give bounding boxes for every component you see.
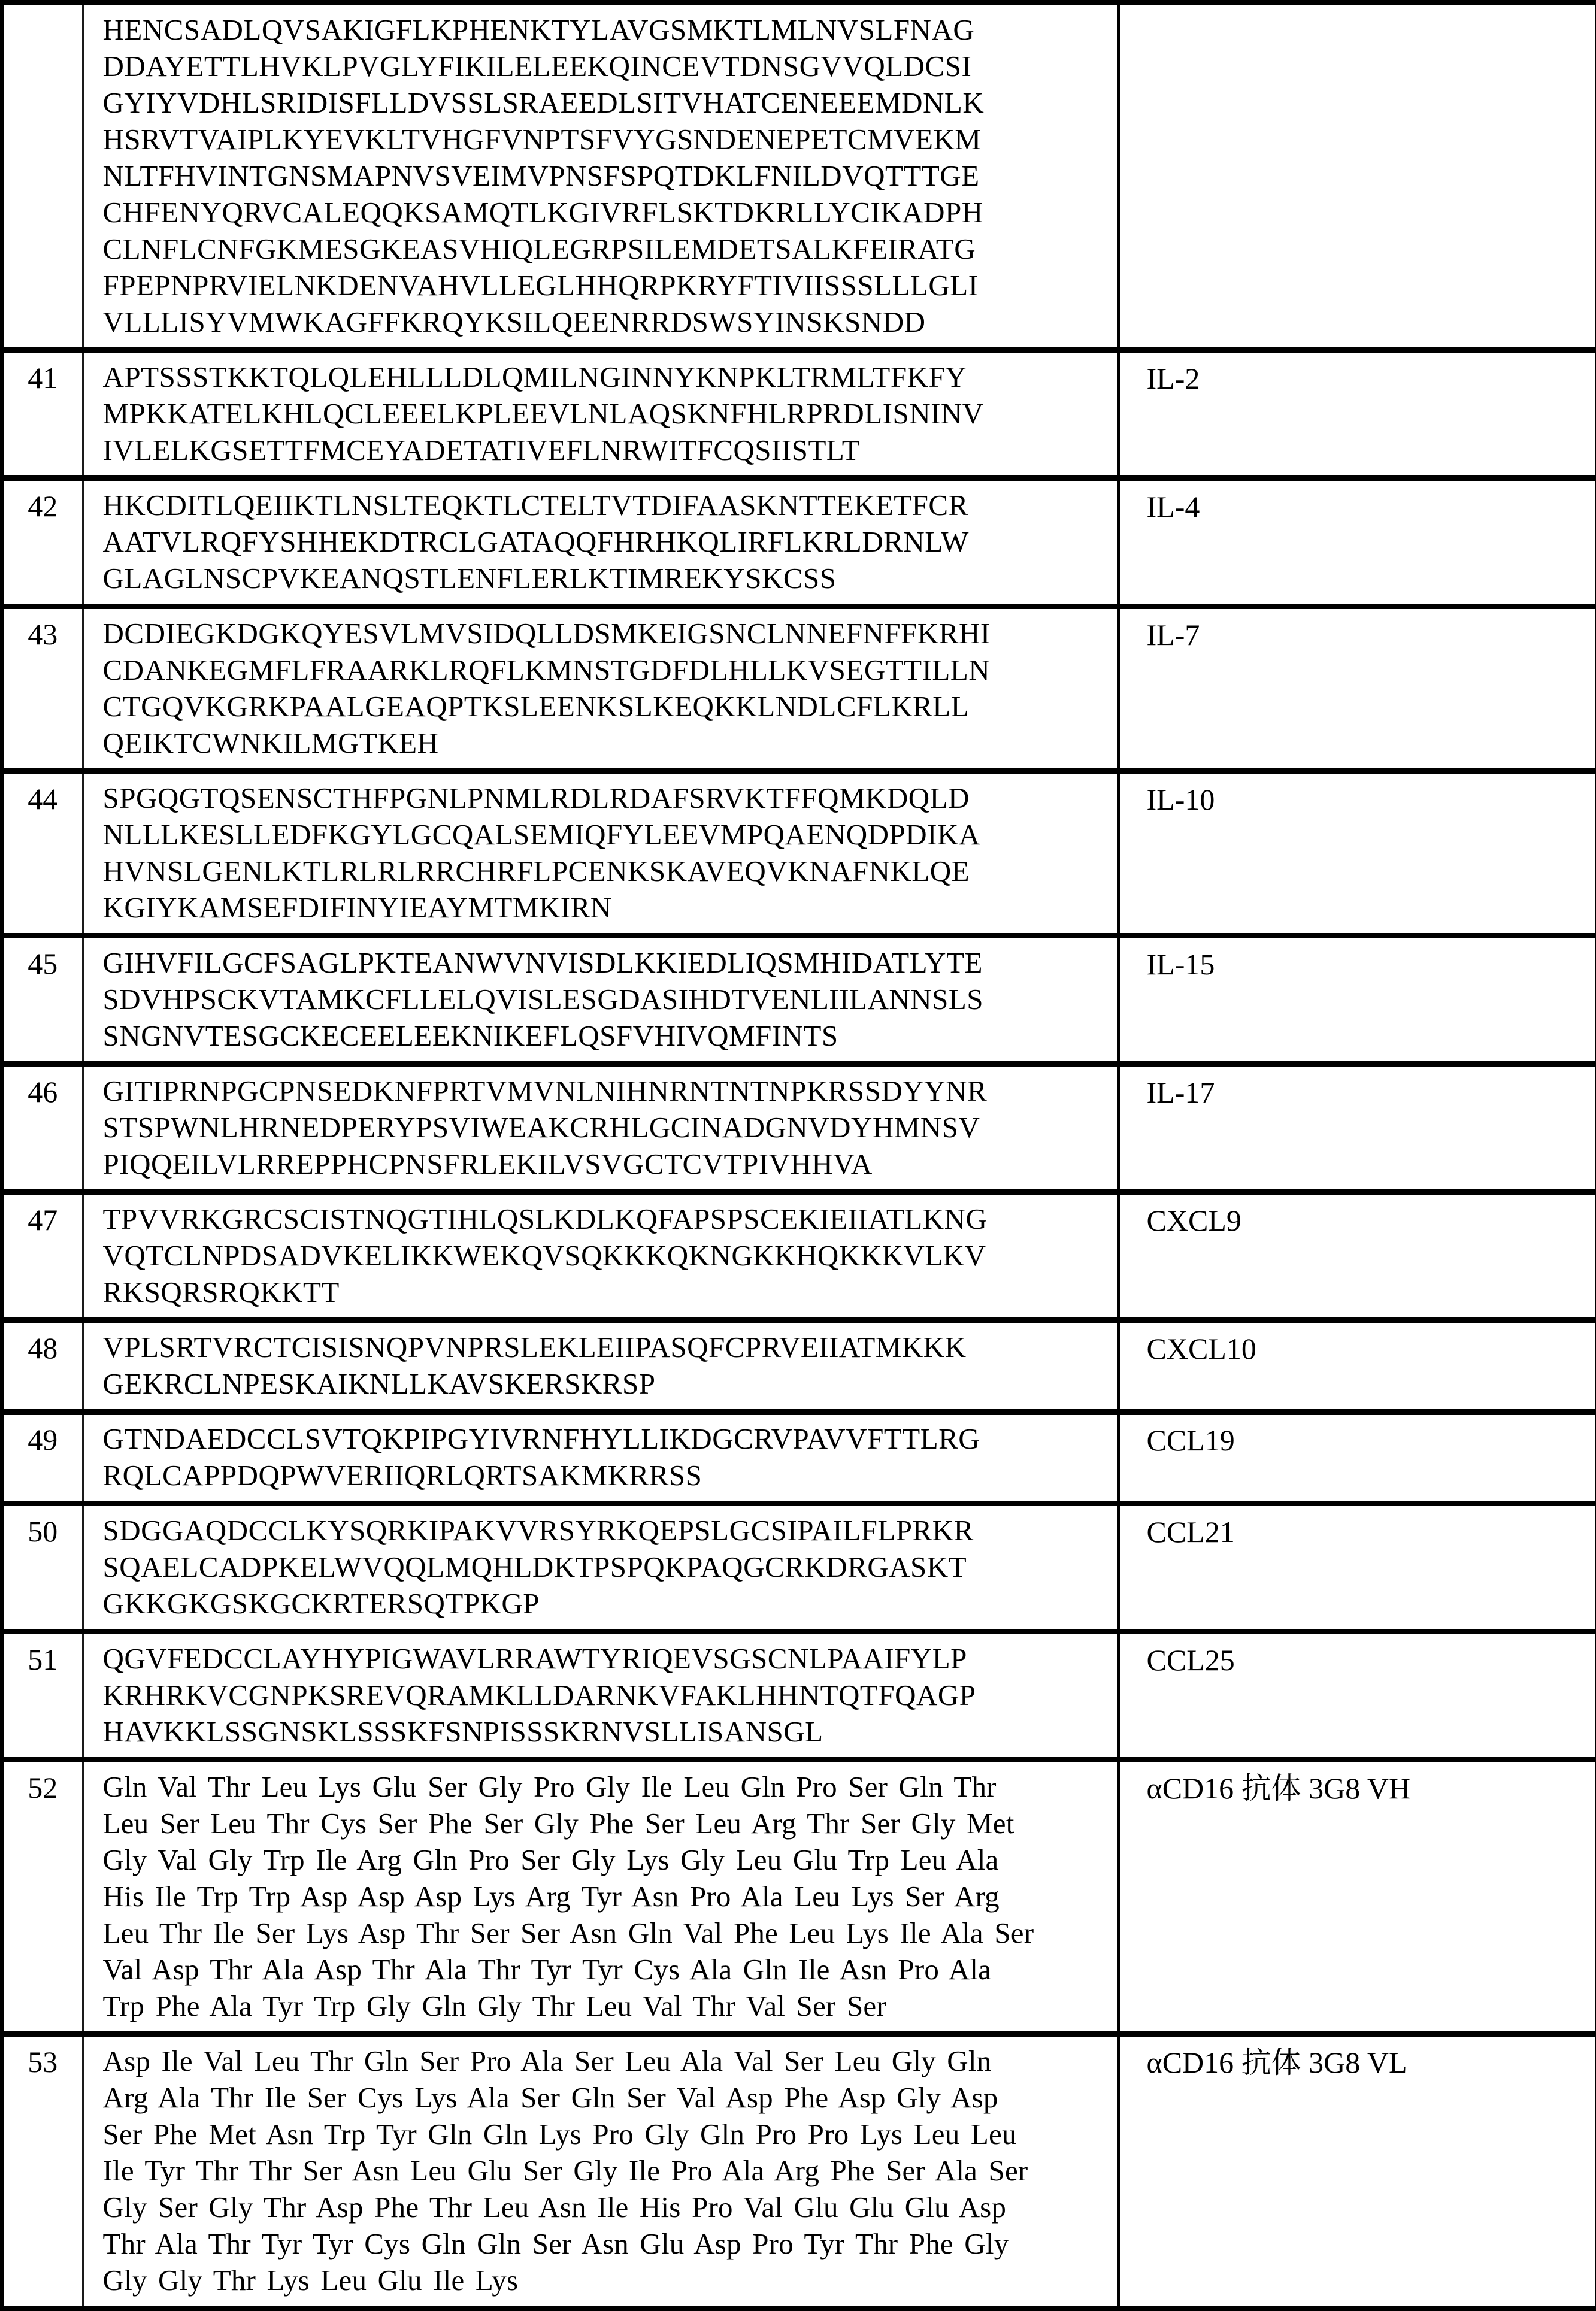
seq-id-cell: 41 bbox=[2, 350, 83, 478]
sequence-line: DCDIEGKDGKQYESVLMVSIDQLLDSMKEIGSNCLNNEFNFFKRHI bbox=[102, 617, 991, 650]
sequence-name-cell: αCD16 抗体 3G8 VL bbox=[1119, 2034, 1596, 2309]
sequence-line: VPLSRTVRCTCISISNQPVNPRSLEKLEIIPASQFCPRVEIIATMKKK bbox=[102, 1331, 967, 1364]
sequence-line: CDANKEGMFLFRAARKLRQFLKMNSTGDFDLHLLKVSEGTTILLN bbox=[102, 653, 991, 686]
table-row bbox=[2, 1412, 1596, 1504]
sequence-name-cell: IL-7 bbox=[1119, 607, 1596, 771]
table-row bbox=[2, 1064, 1596, 1192]
sequence-name-cell: IL-17 bbox=[1119, 1064, 1596, 1192]
sequence-line: Trp Phe Ala Tyr Trp Gly Gln Gly Thr Leu Val Thr Val Ser Ser bbox=[102, 1989, 886, 2022]
sequence-line: GTNDAEDCCLSVTQKPIPGYIVRNFHYLLIKDGCRVPAVVFTTLRG bbox=[102, 1422, 980, 1455]
sequence-line: His Ile Trp Trp Asp Asp Asp Lys Arg Tyr Asn Pro Ala Leu Lys Ser Arg bbox=[102, 1880, 1000, 1913]
sequence-line: QGVFEDCCLAYHYPIGWAVLRRAWTYRIQEVSGSCNLPAAIFYLP bbox=[102, 1642, 967, 1675]
sequence-line: SDVHPSCKVTAMKCFLLELQVISLESGDASIHDTVENLIILANNSLS bbox=[102, 983, 984, 1016]
sequence-line: FPEPNPRVIELNKDENVAHVLLEGLHHQRPKRYFTIVIISSSLLLGLI bbox=[102, 269, 979, 302]
sequence-line: KRHRKVCGNPKSREVQRAMKLLDARNKVFAKLHHNTQTFQAGP bbox=[102, 1679, 976, 1712]
sequence-line: GLAGLNSCPVKEANQSTLENFLERLKTIMREKYSKCSS bbox=[102, 562, 837, 595]
sequence-line: VLLLISYVMWKAGFFKRQYKSILQEENRRDSWSYINSKSNDD bbox=[102, 305, 926, 338]
sequence-cell bbox=[83, 771, 1119, 936]
sequence-line: Thr Ala Thr Tyr Tyr Cys Gln Gln Ser Asn Glu Asp Pro Tyr Thr Phe Gly bbox=[102, 2227, 1009, 2260]
sequence-name-cell: αCD16 抗体 3G8 VH bbox=[1119, 1760, 1596, 2034]
sequence-name-cell: CCL25 bbox=[1119, 1632, 1596, 1760]
sequence-line: DDAYETTLHVKLPVGLYFIKILELEEKQINCEVTDNSGVVQLDCSI bbox=[102, 50, 972, 83]
sequence-line: HKCDITLQEIIKTLNSLTEQKTLCTELTVTDIFAASKNTTEKETFCR bbox=[102, 489, 968, 522]
sequence-cell bbox=[83, 1192, 1119, 1320]
sequence-line: TPVVRKGRCSCISTNQGTIHLQSLKDLKQFAPSPSCEKIEIIATLKNG bbox=[102, 1203, 988, 1235]
sequence-line: NLLLKESLLEDFKGYLGCQALSEMIQFYLEEVMPQAENQDPDIKA bbox=[102, 818, 980, 851]
sequence-name-cell: CXCL10 bbox=[1119, 1320, 1596, 1412]
sequence-line: GIHVFILGCFSAGLPKTEANWVNVISDLKKIEDLIQSMHIDATLYTE bbox=[102, 946, 983, 979]
table-row bbox=[2, 1320, 1596, 1412]
sequence-cell bbox=[83, 607, 1119, 771]
sequence-line: Gly Val Gly Trp Ile Arg Gln Pro Ser Gly Lys Gly Leu Glu Trp Leu Ala bbox=[102, 1843, 999, 1876]
sequence-line: Gly Gly Thr Lys Leu Glu Ile Lys bbox=[102, 2264, 519, 2297]
sequence-line: Gln Val Thr Leu Lys Glu Ser Gly Pro Gly Ile Leu Gln Pro Ser Gln Thr bbox=[102, 1770, 997, 1803]
table-row bbox=[2, 1504, 1596, 1632]
seq-id-cell: 50 bbox=[2, 1504, 83, 1632]
sequence-line: KGIYKAMSEFDIFINYIEAYMTMKIRN bbox=[102, 891, 612, 924]
sequence-name-cell: IL-4 bbox=[1119, 478, 1596, 607]
seq-id-cell: 46 bbox=[2, 1064, 83, 1192]
sequence-line: GYIYVDHLSRIDISFLLDVSSLSRAEEDLSITVHATCENEEEMDNLK bbox=[102, 86, 985, 119]
sequence-line: APTSSSTKKTQLQLEHLLLDLQMILNGINNYKNPKLTRMLTFKFY bbox=[102, 361, 967, 393]
sequence-line: AATVLRQFYSHHEKDTRCLGATAQQFHRHKQLIRFLKRLDRNLW bbox=[102, 525, 969, 558]
sequence-line: SPGQGTQSENSCTHFPGNLPNMLRDLRDAFSRVKTFFQMKDQLD bbox=[102, 782, 970, 814]
sequence-cell bbox=[83, 1632, 1119, 1760]
sequence-name-cell bbox=[1119, 3, 1596, 350]
sequence-line: GITIPRNPGCPNSEDKNFPRTVMVNLNIHNRNTNTNPKRSSDYYNR bbox=[102, 1074, 988, 1107]
sequence-line: QEIKTCWNKILMGTKEH bbox=[102, 726, 439, 759]
sequence-cell bbox=[83, 3, 1119, 350]
table-row bbox=[2, 1192, 1596, 1320]
table-row bbox=[2, 936, 1596, 1064]
sequence-name-cell: CCL19 bbox=[1119, 1412, 1596, 1504]
sequence-line: HAVKKLSSGNSKLSSSKFSNPISSSKRNVSLLISANSGL bbox=[102, 1715, 823, 1748]
sequence-line: VQTCLNPDSADVKELIKKWEKQVSQKKKQKNGKKHQKKKVLKV bbox=[102, 1239, 986, 1272]
sequence-cell bbox=[83, 2034, 1119, 2309]
sequence-line: NLTFHVINTGNSMAPNVSVEIMVPNSFSPQTDKLFNILDVQTTTGE bbox=[102, 159, 980, 192]
sequence-line: PIQQEILVLRREPPHCPNSFRLEKILVSVGCTCVTPIVHHVA bbox=[102, 1147, 873, 1180]
sequence-line: Asp Ile Val Leu Thr Gln Ser Pro Ala Ser Leu Ala Val Ser Leu Gly Gln bbox=[102, 2045, 992, 2077]
sequence-line: HSRVTVAIPLKYEVKLTVHGFVNPTSFVYGSNDENEPETCMVEKM bbox=[102, 123, 982, 156]
seq-id-cell: 44 bbox=[2, 771, 83, 936]
table-row bbox=[2, 2034, 1596, 2309]
sequence-line: Leu Thr Ile Ser Lys Asp Thr Ser Ser Asn Gln Val Phe Leu Lys Ile Ala Ser bbox=[102, 1916, 1034, 1949]
sequence-line: IVLELKGSETTFMCEYADETATIVEFLNRWITFCQSIISTLT bbox=[102, 434, 861, 467]
sequence-cell bbox=[83, 1320, 1119, 1412]
table-row bbox=[2, 607, 1596, 771]
sequence-line: SNGNVTESGCKECEELEEKNIKEFLQSFVHIVQMFINTS bbox=[102, 1019, 838, 1052]
seq-id-cell: 42 bbox=[2, 478, 83, 607]
sequence-line: STSPWNLHRNEDPERYPSVIWEAKCRHLGCINADGNVDYHMNSV bbox=[102, 1111, 980, 1144]
sequence-line: Leu Ser Leu Thr Cys Ser Phe Ser Gly Phe Ser Leu Arg Thr Ser Gly Met bbox=[102, 1807, 1014, 1840]
sequence-line: RQLCAPPDQPWVERIIQRLQRTSAKMKRRSS bbox=[102, 1459, 702, 1492]
sequence-line: Gly Ser Gly Thr Asp Phe Thr Leu Asn Ile His Pro Val Glu Glu Glu Asp bbox=[102, 2191, 1007, 2224]
sequence-cell bbox=[83, 1412, 1119, 1504]
sequence-line: RKSQRSRQKKTT bbox=[102, 1276, 340, 1309]
seq-id-cell: 52 bbox=[2, 1760, 83, 2034]
sequence-line: CHFENYQRVCALEQQKSAMQTLKGIVRFLSKTDKRLLYCIKADPH bbox=[102, 196, 983, 229]
sequence-cell bbox=[83, 936, 1119, 1064]
seq-id-cell: 45 bbox=[2, 936, 83, 1064]
sequence-line: CTGQVKGRKPAALGEAQPTKSLEENKSLKEQKKLNDLCFLKRLL bbox=[102, 690, 970, 723]
sequence-name-cell: CCL21 bbox=[1119, 1504, 1596, 1632]
sequence-table-body bbox=[2, 3, 1596, 2309]
seq-id-cell: 53 bbox=[2, 2034, 83, 2309]
sequence-line: SQAELCADPKELWVQQLMQHLDKTPSPQKPAQGCRKDRGASKT bbox=[102, 1550, 967, 1583]
seq-id-cell: 47 bbox=[2, 1192, 83, 1320]
table-row bbox=[2, 350, 1596, 478]
table-row bbox=[2, 478, 1596, 607]
sequence-name-cell: IL-15 bbox=[1119, 936, 1596, 1064]
sequence-line: CLNFLCNFGKMESGKEASVHIQLEGRPSILEMDETSALKFEIRATG bbox=[102, 232, 976, 265]
seq-id-cell: 49 bbox=[2, 1412, 83, 1504]
seq-id-cell: 51 bbox=[2, 1632, 83, 1760]
sequence-line: Val Asp Thr Ala Asp Thr Ala Thr Tyr Tyr Cys Ala Gln Ile Asn Pro Ala bbox=[102, 1953, 992, 1986]
sequence-cell bbox=[83, 1504, 1119, 1632]
sequence-name-cell: IL-10 bbox=[1119, 771, 1596, 936]
table-row bbox=[2, 1760, 1596, 2034]
sequence-line: GKKGKGSKGCKRTERSQTPKGP bbox=[102, 1587, 540, 1620]
sequence-cell bbox=[83, 1064, 1119, 1192]
sequence-name-cell: CXCL9 bbox=[1119, 1192, 1596, 1320]
sequence-line: HENCSADLQVSAKIGFLKPHENKTYLAVGSMKTLMLNVSLFNAG bbox=[102, 13, 975, 46]
sequence-cell bbox=[83, 350, 1119, 478]
sequence-name-cell: IL-2 bbox=[1119, 350, 1596, 478]
seq-id-cell: 43 bbox=[2, 607, 83, 771]
sequence-line: HVNSLGENLKTLRLRLRRCHRFLPCENKSKAVEQVKNAFNKLQE bbox=[102, 855, 970, 888]
table-row bbox=[2, 3, 1596, 350]
sequence-line: Ser Phe Met Asn Trp Tyr Gln Gln Lys Pro Gly Gln Pro Pro Lys Leu Leu bbox=[102, 2118, 1017, 2151]
sequence-cell bbox=[83, 478, 1119, 607]
sequence-line: Ile Tyr Thr Thr Ser Asn Leu Glu Ser Gly Ile Pro Ala Arg Phe Ser Ala Ser bbox=[102, 2154, 1028, 2187]
sequence-line: Arg Ala Thr Ile Ser Cys Lys Ala Ser Gln Ser Val Asp Phe Asp Gly Asp bbox=[102, 2081, 998, 2114]
table-row bbox=[2, 771, 1596, 936]
table-row bbox=[2, 1632, 1596, 1760]
sequence-line: GEKRCLNPESKAIKNLLKAVSKERSKRSP bbox=[102, 1367, 656, 1400]
seq-id-cell bbox=[2, 3, 83, 350]
seq-id-cell: 48 bbox=[2, 1320, 83, 1412]
sequence-cell bbox=[83, 1760, 1119, 2034]
sequence-line: SDGGAQDCCLKYSQRKIPAKVVRSYRKQEPSLGCSIPAILFLPRKR bbox=[102, 1514, 974, 1547]
sequence-line: MPKKATELKHLQCLEEELKPLEEVLNLAQSKNFHLRPRDLISNINV bbox=[102, 397, 984, 430]
